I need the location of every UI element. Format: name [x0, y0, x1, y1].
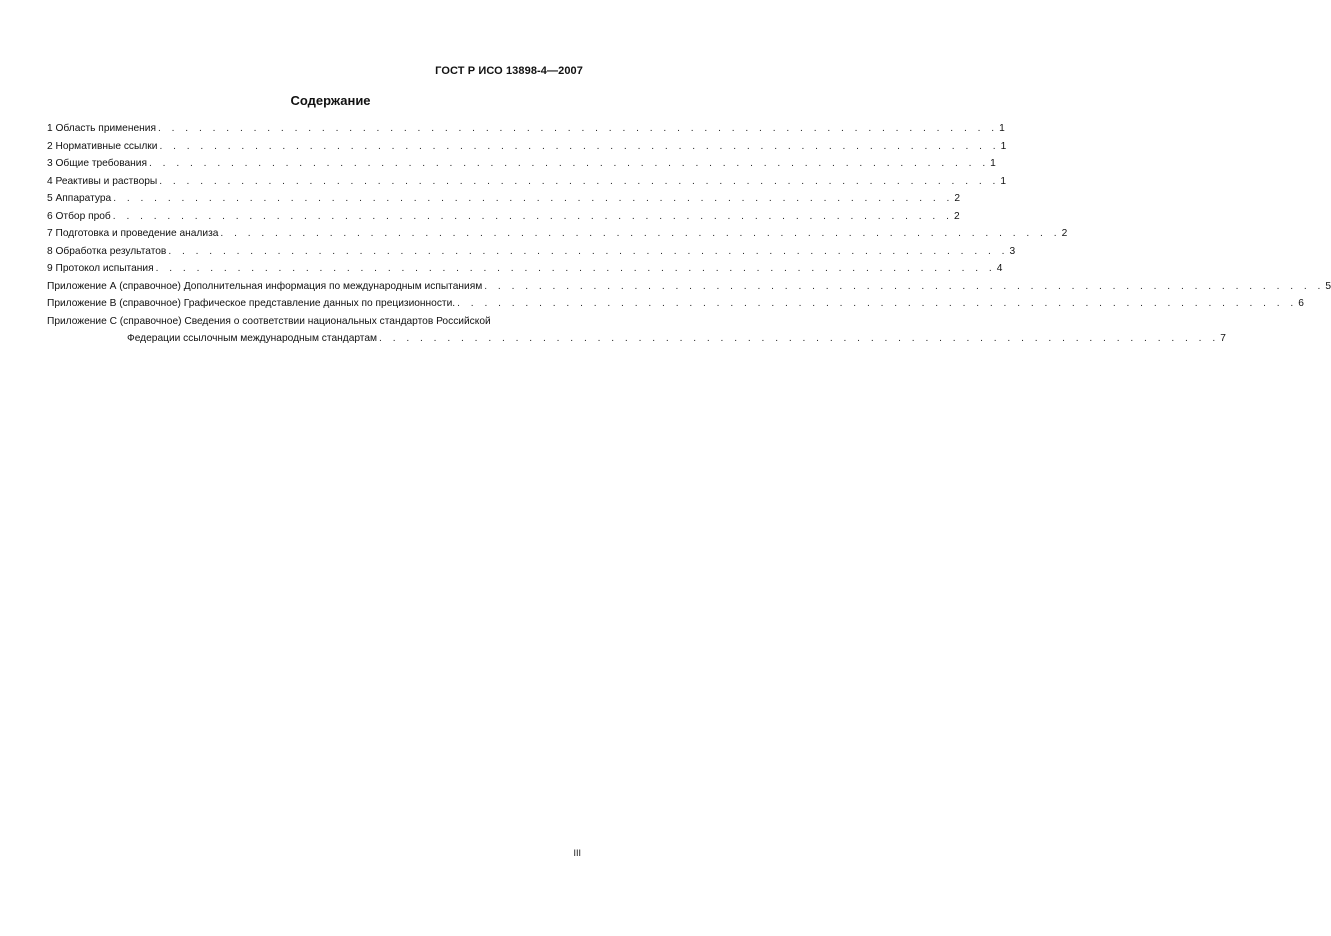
toc-entry[interactable]: [47, 260, 1003, 278]
leader-dots: . . . . . . . . . . . . . . . . . . . . . . . . . . . . . . . . . . . . . . . . . . . . . . . . . . . . . . . . . . . . . .: [484, 280, 1325, 292]
toc-entry[interactable]: [47, 295, 1304, 313]
toc-title: Содержание: [290, 93, 371, 108]
toc-entry-page: 2: [954, 193, 961, 204]
toc-entry[interactable]: [47, 120, 1005, 138]
table-of-contents: [47, 120, 1331, 348]
toc-entry-label: 6 Отбор проб: [47, 210, 111, 222]
leader-dots: . . . . . . . . . . . . . . . . . . . . . . . . . . . . . . . . . . . . . . . . . . . . . . . . . . . . . . . . . . . . . .: [155, 263, 996, 274]
toc-entry[interactable]: [47, 313, 583, 331]
toc-entry-label: 8 Обработка результатов: [47, 245, 167, 257]
toc-entry-label: 7 Подготовка и проведение анализа: [47, 228, 219, 239]
toc-entry-page: 4: [996, 263, 1003, 274]
leader-dots: . . . . . . . . . . . . . . . . . . . . . . . . . . . . . . . . . . . . . . . . . . . . . . . . . . . . . . . . . . . . . .: [112, 210, 953, 222]
toc-entry-label: 1 Область применения: [47, 123, 156, 134]
toc-entry[interactable]: [47, 173, 1007, 191]
toc-entry-label: Приложение В (справочное) Графическое представление данных по прецизионности.: [47, 298, 456, 309]
toc-entry-page: 1: [990, 158, 996, 169]
toc-entry-label: Федерации ссылочным международным стандартам: [127, 333, 378, 344]
toc-entry-page: 2: [1061, 228, 1068, 239]
leader-dots: . . . . . . . . . . . . . . . . . . . . . . . . . . . . . . . . . . . . . . . . . . . . . . . . . . . . . . . . . . . . . .: [379, 333, 1220, 344]
toc-entry-continuation[interactable]: [47, 330, 1226, 348]
toc-entry[interactable]: [47, 225, 1068, 243]
leader-dots: . . . . . . . . . . . . . . . . . . . . . . . . . . . . . . . . . . . . . . . . . . . . . . . . . . . . . . . . . . . . . .: [157, 123, 999, 134]
standard-code: ГОСТ Р ИСО 13898-4—2007: [435, 65, 583, 77]
toc-entry[interactable]: [47, 243, 1016, 261]
toc-entry-label: 2 Нормативные ссылки: [47, 140, 158, 152]
toc-entry-label: 5 Аппаратура: [47, 193, 112, 204]
leader-dots: . . . . . . . . . . . . . . . . . . . . . . . . . . . . . . . . . . . . . . . . . . . . . . . . . . . . . . . . . . . . . .: [159, 140, 1000, 152]
toc-entry-label: Приложение А (справочное) Дополнительная информация по международным испытаниям: [47, 280, 483, 292]
toc-entry-page: 2: [953, 210, 960, 222]
toc-entry-label: 9 Протокол испытания: [47, 263, 154, 274]
toc-entry-page: 5: [1325, 280, 1331, 292]
toc-entry[interactable]: [47, 208, 960, 226]
toc-entry-page: 6: [1298, 298, 1304, 309]
toc-entry-page: 7: [1220, 333, 1226, 344]
leader-dots: . . . . . . . . . . . . . . . . . . . . . . . . . . . . . . . . . . . . . . . . . . . . . . . . . . . . . . . . . . . . . .: [457, 298, 1298, 309]
toc-entry-label: 3 Общие требования: [47, 158, 148, 169]
toc-entry[interactable]: [47, 155, 996, 173]
toc-entry-page: 1: [999, 123, 1005, 134]
page-number: III: [573, 848, 581, 858]
toc-entry[interactable]: [47, 138, 1007, 156]
leader-dots: . . . . . . . . . . . . . . . . . . . . . . . . . . . . . . . . . . . . . . . . . . . . . . . . . . . . . . . . . . . . . .: [220, 228, 1061, 239]
toc-entry-page: 1: [1000, 140, 1007, 152]
toc-entry[interactable]: [47, 278, 1331, 296]
toc-entry-label: 4 Реактивы и растворы: [47, 175, 158, 187]
toc-entry-label: Приложение С (справочное) Сведения о соответствии национальных стандартов Российской: [47, 315, 491, 327]
toc-entry-page: 3: [1009, 245, 1016, 257]
leader-dots: . . . . . . . . . . . . . . . . . . . . . . . . . . . . . . . . . . . . . . . . . . . . . . . . . . . . . . . . . . . . . .: [113, 193, 954, 204]
leader-dots: . . . . . . . . . . . . . . . . . . . . . . . . . . . . . . . . . . . . . . . . . . . . . . . . . . . . . . . . . . . . . .: [168, 245, 1009, 257]
leader-dots: . . . . . . . . . . . . . . . . . . . . . . . . . . . . . . . . . . . . . . . . . . . . . . . . . . . . . . . . . . . . . .: [149, 158, 990, 169]
toc-entry-page: 1: [1000, 175, 1007, 187]
leader-dots: . . . . . . . . . . . . . . . . . . . . . . . . . . . . . . . . . . . . . . . . . . . . . . . . . . . . . . . . . . . . . .: [159, 175, 1000, 187]
toc-entry[interactable]: [47, 190, 961, 208]
